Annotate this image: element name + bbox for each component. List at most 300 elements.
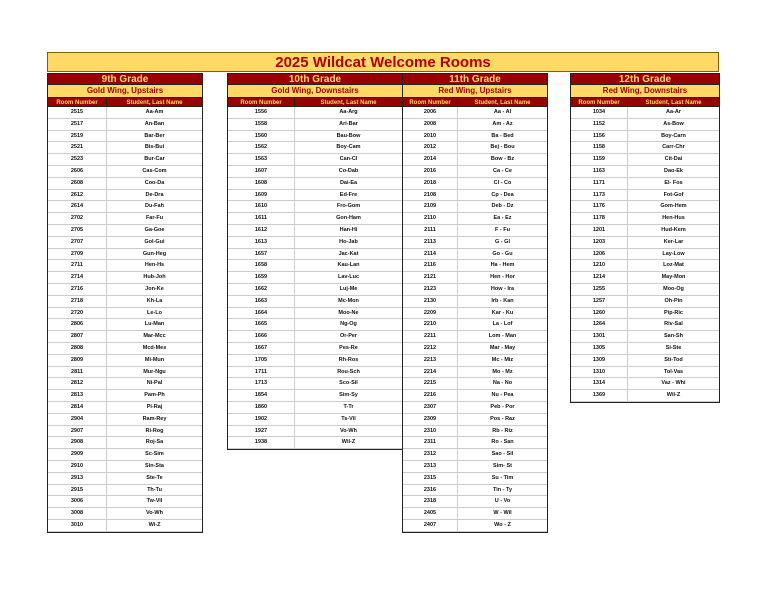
student-range: El- Fos bbox=[664, 179, 683, 186]
student-range: Gol-Gui bbox=[144, 238, 165, 245]
room-number: 1214 bbox=[571, 272, 628, 283]
room-row bbox=[571, 296, 719, 308]
student-range: Sti-Tod bbox=[664, 356, 683, 363]
room-number: 2718 bbox=[48, 296, 107, 307]
room-number: 1659 bbox=[228, 272, 295, 283]
room-row bbox=[228, 437, 402, 449]
student-range: Co-Dab bbox=[338, 167, 359, 174]
student-name-header: Student, Last Name bbox=[126, 100, 183, 106]
room-row bbox=[571, 201, 719, 213]
room-row bbox=[403, 166, 547, 178]
grade-column bbox=[402, 73, 548, 533]
student-range: De-Dra bbox=[145, 191, 164, 198]
room-row bbox=[403, 378, 547, 390]
room-row bbox=[228, 225, 402, 237]
room-number: 1314 bbox=[571, 378, 628, 389]
room-number: 1152 bbox=[571, 119, 628, 130]
student-range: Sao - Sil bbox=[491, 451, 514, 458]
student-range: Pos - Raz bbox=[490, 415, 515, 422]
room-row bbox=[571, 166, 719, 178]
room-row bbox=[228, 414, 402, 426]
room-number: 1264 bbox=[571, 319, 628, 330]
room-number: 2111 bbox=[403, 225, 458, 236]
room-number: 2311 bbox=[403, 437, 458, 448]
room-row bbox=[228, 378, 402, 390]
room-row bbox=[403, 520, 547, 532]
student-range: Riv-Sal bbox=[664, 321, 683, 328]
student-range: Dai-Ea bbox=[339, 179, 358, 186]
student-range: Bau-Bow bbox=[336, 132, 361, 139]
room-row bbox=[48, 272, 202, 284]
student-range: Nu - Pea bbox=[491, 392, 514, 399]
student-range: Bow - Bz bbox=[490, 156, 515, 163]
room-row bbox=[48, 473, 202, 485]
student-range: Boy-Cam bbox=[336, 144, 361, 151]
student-range: Tol-Vas bbox=[663, 368, 684, 375]
room-row bbox=[403, 473, 547, 485]
room-rows bbox=[227, 107, 403, 450]
student-range: Cl - Co bbox=[493, 179, 512, 186]
student-range: How - Ira bbox=[490, 285, 515, 292]
student-range: Hud-Kem bbox=[661, 226, 686, 233]
student-range: Far-Fu bbox=[145, 215, 164, 222]
room-row bbox=[228, 355, 402, 367]
room-number: 1158 bbox=[571, 142, 628, 153]
student-range: Rh-Ros bbox=[338, 356, 359, 363]
grade-header: 12th Grade bbox=[570, 73, 720, 85]
room-row bbox=[571, 284, 719, 296]
room-rows bbox=[47, 107, 203, 533]
room-number-header: Room Number bbox=[48, 98, 107, 106]
student-range: Aa - Al bbox=[493, 109, 512, 115]
room-number: 2010 bbox=[403, 131, 458, 142]
student-range: Loz-Mat bbox=[663, 262, 684, 269]
room-row bbox=[48, 520, 202, 532]
room-number: 2214 bbox=[403, 367, 458, 378]
room-number: 2113 bbox=[403, 237, 458, 248]
room-number: 2915 bbox=[48, 485, 107, 496]
student-range: Oh-Pin bbox=[664, 297, 683, 304]
student-range: Boy-Carn bbox=[661, 132, 686, 139]
room-number: 2211 bbox=[403, 331, 458, 342]
student-range: Ari-Bar bbox=[339, 120, 358, 127]
room-row bbox=[48, 437, 202, 449]
room-row bbox=[48, 142, 202, 154]
room-row bbox=[228, 426, 402, 438]
room-number: 2313 bbox=[403, 461, 458, 472]
room-number: 3008 bbox=[48, 508, 107, 519]
room-row bbox=[228, 190, 402, 202]
room-number: 2812 bbox=[48, 378, 107, 389]
student-range: Pam-Ph bbox=[144, 392, 165, 399]
student-range: Cit-Dai bbox=[664, 156, 683, 163]
room-row bbox=[48, 260, 202, 272]
room-row bbox=[48, 154, 202, 166]
room-row bbox=[48, 485, 202, 497]
student-range: Cas-Com bbox=[142, 167, 167, 174]
student-range: Ri-Rog bbox=[145, 427, 164, 434]
grade-column bbox=[227, 73, 403, 450]
room-number: 2312 bbox=[403, 449, 458, 460]
wing-label: Gold Wing, Upstairs bbox=[47, 85, 203, 97]
student-range: F - Fu bbox=[495, 226, 510, 233]
room-row bbox=[403, 355, 547, 367]
room-row bbox=[571, 225, 719, 237]
room-number: 1607 bbox=[228, 166, 295, 177]
room-number: 2806 bbox=[48, 319, 107, 330]
room-number: 1159 bbox=[571, 154, 628, 165]
room-rows bbox=[570, 107, 720, 403]
student-range: Hen - Hor bbox=[490, 274, 515, 281]
room-number: 2008 bbox=[403, 119, 458, 130]
student-range: Hub-Joh bbox=[143, 274, 166, 281]
student-range: Le-Lo bbox=[147, 309, 162, 316]
student-range: Hen-Hs bbox=[144, 262, 165, 269]
room-row bbox=[403, 508, 547, 520]
room-number: 1369 bbox=[571, 390, 628, 401]
grade-header: 11th Grade bbox=[402, 73, 548, 85]
room-row bbox=[48, 225, 202, 237]
student-range: Peb - Por bbox=[490, 403, 515, 410]
student-range: Th-Tu bbox=[147, 486, 162, 493]
room-number: 2213 bbox=[403, 355, 458, 366]
room-row bbox=[403, 225, 547, 237]
student-range: Lav-Luc bbox=[337, 274, 360, 281]
student-range: Mc-Mon bbox=[338, 297, 359, 304]
room-number: 1309 bbox=[571, 355, 628, 366]
student-range: May-Mon bbox=[661, 274, 686, 281]
column-header-row bbox=[47, 97, 203, 107]
room-row bbox=[228, 343, 402, 355]
room-row bbox=[403, 142, 547, 154]
room-number: 1201 bbox=[571, 225, 628, 236]
room-number: 1163 bbox=[571, 166, 628, 177]
room-row bbox=[403, 461, 547, 473]
student-range: Bar-Ber bbox=[144, 132, 165, 139]
room-row bbox=[571, 319, 719, 331]
student-range: Tw-Vil bbox=[146, 498, 163, 505]
room-row bbox=[403, 437, 547, 449]
room-number: 1305 bbox=[571, 343, 628, 354]
room-number: 2521 bbox=[48, 142, 107, 153]
room-number: 2709 bbox=[48, 249, 107, 260]
room-row bbox=[403, 178, 547, 190]
room-row bbox=[403, 402, 547, 414]
room-number: 2907 bbox=[48, 426, 107, 437]
room-number: 1657 bbox=[228, 249, 295, 260]
grade-column bbox=[570, 73, 720, 403]
room-number: 2908 bbox=[48, 437, 107, 448]
student-range: Aa-Arg bbox=[339, 109, 358, 115]
wing-label: Gold Wing, Downstairs bbox=[227, 85, 403, 97]
room-row bbox=[228, 260, 402, 272]
room-number: 2705 bbox=[48, 225, 107, 236]
room-row bbox=[571, 308, 719, 320]
student-range: Carr-Chr bbox=[662, 144, 685, 151]
room-row bbox=[571, 119, 719, 131]
student-range: Irb - Kan bbox=[491, 297, 514, 304]
room-number: 2807 bbox=[48, 331, 107, 342]
room-row bbox=[228, 166, 402, 178]
room-row bbox=[403, 284, 547, 296]
column-header-row bbox=[402, 97, 548, 107]
room-row bbox=[403, 308, 547, 320]
room-number: 2702 bbox=[48, 213, 107, 224]
room-number: 1560 bbox=[228, 131, 295, 142]
student-range: Ram-Rey bbox=[142, 415, 167, 422]
room-number: 1156 bbox=[571, 131, 628, 142]
room-row bbox=[571, 107, 719, 119]
room-number: 2316 bbox=[403, 485, 458, 496]
room-row bbox=[571, 390, 719, 402]
room-row bbox=[228, 402, 402, 414]
student-range: As-Bow bbox=[663, 120, 684, 127]
student-range: Na - No bbox=[492, 380, 513, 387]
room-number-header: Room Number bbox=[571, 98, 628, 106]
student-range: Gun-Heg bbox=[142, 250, 167, 257]
student-range: Ea - Ez bbox=[493, 215, 512, 222]
room-number: 2614 bbox=[48, 201, 107, 212]
student-range: Moo-Ne bbox=[338, 309, 359, 316]
room-number: 1938 bbox=[228, 437, 295, 448]
room-row bbox=[571, 355, 719, 367]
student-range: Su - Tim bbox=[491, 474, 514, 481]
student-range: Vo-Wh bbox=[145, 510, 163, 517]
room-row bbox=[571, 154, 719, 166]
room-row bbox=[48, 367, 202, 379]
room-number: 2608 bbox=[48, 178, 107, 189]
room-row bbox=[571, 142, 719, 154]
room-row bbox=[48, 107, 202, 119]
room-number: 1173 bbox=[571, 190, 628, 201]
room-row bbox=[48, 190, 202, 202]
room-row bbox=[403, 319, 547, 331]
student-range: An-Ban bbox=[144, 120, 165, 127]
student-range: Aa-Ar bbox=[666, 109, 681, 115]
room-row bbox=[48, 319, 202, 331]
room-number: 2307 bbox=[403, 402, 458, 413]
student-range: Fot-Gof bbox=[663, 191, 684, 198]
student-name-header: Student, Last Name bbox=[474, 100, 531, 106]
room-row bbox=[571, 131, 719, 143]
student-range: Sc-Sim bbox=[145, 451, 164, 458]
room-row bbox=[571, 343, 719, 355]
room-number: 2716 bbox=[48, 284, 107, 295]
room-row bbox=[228, 119, 402, 131]
student-range: Pip-Ric bbox=[664, 309, 683, 316]
student-range: Ste-Te bbox=[146, 474, 163, 481]
room-row bbox=[48, 201, 202, 213]
student-range: Ro - San bbox=[491, 439, 514, 446]
room-number: 1666 bbox=[228, 331, 295, 342]
room-number: 2711 bbox=[48, 260, 107, 271]
student-range: Hen-Hus bbox=[662, 215, 685, 222]
wing-label: Red Wing, Upstairs bbox=[402, 85, 548, 97]
room-row bbox=[403, 343, 547, 355]
room-row bbox=[48, 119, 202, 131]
room-row bbox=[48, 355, 202, 367]
room-number: 2315 bbox=[403, 473, 458, 484]
room-number: 1556 bbox=[228, 107, 295, 118]
room-number: 1658 bbox=[228, 260, 295, 271]
room-row bbox=[403, 331, 547, 343]
room-row bbox=[228, 284, 402, 296]
student-range: Rb - Riz bbox=[492, 427, 513, 434]
student-range: Can-Cl bbox=[339, 156, 358, 163]
student-range: Vo-Wh bbox=[339, 427, 357, 434]
student-range: G - Gl bbox=[495, 238, 510, 245]
room-number: 2006 bbox=[403, 107, 458, 118]
room-number: 2519 bbox=[48, 131, 107, 142]
room-number: 2707 bbox=[48, 237, 107, 248]
room-number: 1171 bbox=[571, 178, 628, 189]
room-number: 2909 bbox=[48, 449, 107, 460]
student-range: Mur-Ngu bbox=[143, 368, 166, 375]
room-number: 1705 bbox=[228, 355, 295, 366]
room-number: 2121 bbox=[403, 272, 458, 283]
student-range: La - Lof bbox=[492, 321, 513, 328]
student-range: Sim-Sy bbox=[339, 392, 358, 399]
student-range: Bur-Car bbox=[144, 156, 165, 163]
room-row bbox=[228, 178, 402, 190]
room-number: 1713 bbox=[228, 378, 295, 389]
student-range: Cp - Dea bbox=[491, 191, 514, 198]
student-range: Wil-Z bbox=[666, 392, 681, 399]
room-row bbox=[48, 402, 202, 414]
room-number: 2910 bbox=[48, 461, 107, 472]
student-range: Bej - Bou bbox=[490, 144, 515, 151]
student-range: Tin - Ty bbox=[492, 486, 513, 493]
student-range: U - Vo bbox=[494, 498, 511, 505]
student-range: Gon-Ham bbox=[336, 215, 361, 222]
room-row bbox=[48, 213, 202, 225]
student-range: Dao-Ek bbox=[664, 167, 683, 174]
student-range: Mo - Mz bbox=[492, 368, 513, 375]
room-row bbox=[48, 296, 202, 308]
student-range: Or-Per bbox=[339, 333, 358, 340]
room-row bbox=[48, 284, 202, 296]
room-number: 2811 bbox=[48, 367, 107, 378]
grade-column bbox=[47, 73, 203, 533]
student-range: Ba - Bed bbox=[491, 132, 514, 139]
student-range: Jon-Ke bbox=[145, 285, 164, 292]
room-row bbox=[403, 201, 547, 213]
room-number: 1301 bbox=[571, 331, 628, 342]
room-number: 2612 bbox=[48, 190, 107, 201]
room-row bbox=[228, 131, 402, 143]
room-row bbox=[571, 237, 719, 249]
student-range: Kar - Ku bbox=[491, 309, 514, 316]
room-row bbox=[571, 378, 719, 390]
room-row bbox=[403, 390, 547, 402]
student-range: Han-Hi bbox=[339, 226, 358, 233]
room-row bbox=[48, 331, 202, 343]
room-number: 1902 bbox=[228, 414, 295, 425]
room-number: 2108 bbox=[403, 190, 458, 201]
room-number: 2405 bbox=[403, 508, 458, 519]
room-number: 1203 bbox=[571, 237, 628, 248]
room-row bbox=[228, 308, 402, 320]
student-range: Ed-Fre bbox=[339, 191, 358, 198]
room-row bbox=[228, 331, 402, 343]
room-number: 1608 bbox=[228, 178, 295, 189]
room-row bbox=[48, 449, 202, 461]
room-row bbox=[48, 308, 202, 320]
room-row bbox=[228, 367, 402, 379]
student-range: Pi-Raj bbox=[146, 403, 163, 410]
room-number: 2016 bbox=[403, 166, 458, 177]
room-row bbox=[228, 296, 402, 308]
room-number: 1562 bbox=[228, 142, 295, 153]
room-row bbox=[48, 414, 202, 426]
room-number: 2808 bbox=[48, 343, 107, 354]
student-range: Mcd-Mes bbox=[142, 344, 167, 351]
room-number: 1034 bbox=[571, 107, 628, 118]
room-number: 2913 bbox=[48, 473, 107, 484]
room-number: 2515 bbox=[48, 107, 107, 118]
room-row bbox=[48, 378, 202, 390]
room-row bbox=[48, 131, 202, 143]
student-range: W - Wil bbox=[493, 510, 512, 517]
room-number: 2110 bbox=[403, 213, 458, 224]
room-number: 3010 bbox=[48, 520, 107, 531]
grade-header: 10th Grade bbox=[227, 73, 403, 85]
room-row bbox=[403, 260, 547, 272]
room-row bbox=[571, 249, 719, 261]
room-number: 2606 bbox=[48, 166, 107, 177]
room-number: 2720 bbox=[48, 308, 107, 319]
room-number-header: Room Number bbox=[403, 98, 458, 106]
room-number: 2012 bbox=[403, 142, 458, 153]
room-number: 2014 bbox=[403, 154, 458, 165]
student-range: Ng-Og bbox=[340, 321, 357, 328]
room-row bbox=[403, 119, 547, 131]
room-row bbox=[571, 213, 719, 225]
room-number: 1257 bbox=[571, 296, 628, 307]
grade-header: 9th Grade bbox=[47, 73, 203, 85]
room-number: 2209 bbox=[403, 308, 458, 319]
room-row bbox=[228, 201, 402, 213]
room-row bbox=[48, 249, 202, 261]
room-row bbox=[403, 449, 547, 461]
room-row bbox=[403, 367, 547, 379]
student-range: Wo - Z bbox=[494, 521, 511, 528]
room-row bbox=[571, 331, 719, 343]
room-row bbox=[571, 260, 719, 272]
room-number: 2018 bbox=[403, 178, 458, 189]
room-number: 1927 bbox=[228, 426, 295, 437]
room-row bbox=[48, 426, 202, 438]
student-range: Go - Gu bbox=[492, 250, 513, 257]
room-number: 1613 bbox=[228, 237, 295, 248]
room-number: 2310 bbox=[403, 426, 458, 437]
column-header-row bbox=[570, 97, 720, 107]
room-row bbox=[48, 178, 202, 190]
room-row bbox=[403, 496, 547, 508]
room-number: 1178 bbox=[571, 213, 628, 224]
room-number: 2212 bbox=[403, 343, 458, 354]
student-range: Ts-Vil bbox=[341, 415, 356, 422]
room-row bbox=[403, 272, 547, 284]
room-number: 2407 bbox=[403, 520, 458, 531]
student-range: Am - Az bbox=[492, 120, 513, 127]
room-row bbox=[48, 166, 202, 178]
student-range: Deb - Dz bbox=[491, 203, 514, 210]
student-range: Jac-Kat bbox=[338, 250, 359, 257]
room-number: 2517 bbox=[48, 119, 107, 130]
student-range: Ca - Ce bbox=[493, 167, 512, 174]
student-range: Mi-Mun bbox=[144, 356, 165, 363]
